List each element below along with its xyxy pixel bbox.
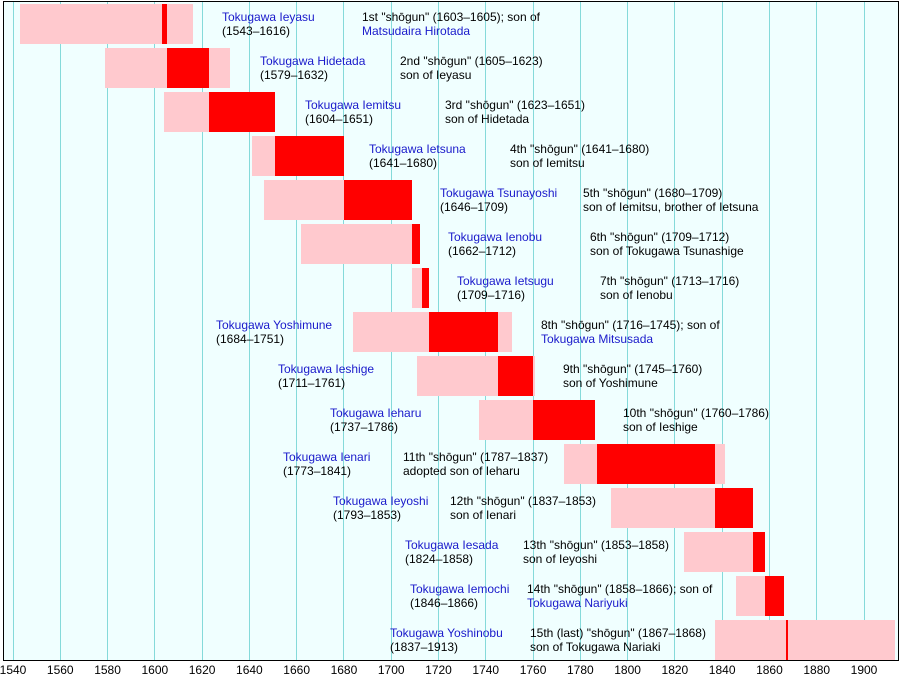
shogun-name-link[interactable]: Tokugawa Ieyasu: [222, 10, 315, 24]
shogun-desc-line2: son of Ieyoshi: [523, 552, 598, 566]
shogun-name-block: [333, 494, 428, 522]
shogun-desc-block: [623, 406, 769, 434]
shogun-dates: (1837–1913): [390, 640, 459, 654]
shogun-desc-line1: 11th "shōgun" (1787–1837): [403, 450, 549, 464]
x-axis-tick-label: 1540: [0, 663, 27, 677]
shogun-name-block: [457, 274, 554, 302]
shogun-dates: (1684–1751): [216, 332, 285, 346]
shogun-name-link[interactable]: Tokugawa Ietsugu: [457, 274, 554, 288]
shogun-desc-block: [400, 54, 543, 82]
shogun-desc-line2: son of Hidetada: [445, 112, 530, 126]
shogun-desc-line2: son of Tokugawa Nariaki: [530, 640, 661, 654]
shogun-desc-block: [563, 362, 702, 390]
shogun-desc-line1: 13th "shōgun" (1853–1858): [523, 538, 669, 552]
shogun-name-block: [369, 142, 466, 170]
reign-bar: [167, 48, 210, 88]
shogun-name-block: [448, 230, 542, 258]
shogun-desc-block: [541, 318, 720, 346]
shogun-desc-line1: 5th "shōgun" (1680–1709): [583, 186, 723, 200]
shogun-desc-line2: adopted son of Ieharu: [403, 464, 520, 478]
shogun-desc-line2: son of Ienari: [450, 508, 517, 522]
gridline-1860: [769, 2, 770, 660]
shogun-desc-block: [600, 274, 739, 302]
shogun-desc-line1: 1st "shōgun" (1603–1605); son of: [362, 10, 540, 24]
shogun-desc-block: [530, 626, 706, 654]
shogun-name-link[interactable]: Tokugawa Ieharu: [330, 406, 422, 420]
reign-bar: [422, 268, 429, 308]
reign-bar: [344, 180, 413, 220]
shogun-desc-line1: 2nd "shōgun" (1605–1623): [400, 54, 543, 68]
reign-bar: [209, 92, 275, 132]
shogun-desc-line2-link[interactable]: Tokugawa Nariyuki: [527, 596, 628, 610]
shogun-name-block: [390, 626, 503, 654]
shogun-desc-line1: 3rd "shōgun" (1623–1651): [445, 98, 585, 112]
shogun-name-block: [330, 406, 421, 434]
gridline-1560: [60, 2, 61, 660]
shogun-name-block: [278, 362, 374, 390]
shogun-name-link[interactable]: Tokugawa Iesada: [405, 538, 499, 552]
shogun-desc-line2: son of Ieyasu: [400, 68, 472, 82]
shogun-desc-block: [362, 10, 540, 38]
shogun-desc-line1: 7th "shōgun" (1713–1716): [600, 274, 740, 288]
shogun-dates: (1711–1761): [278, 376, 346, 390]
shogun-name-block: [283, 450, 370, 478]
shogun-dates: (1646–1709): [440, 200, 509, 214]
shogun-name-block: [440, 186, 557, 214]
shogun-desc-line2: son of Ieshige: [623, 420, 698, 434]
shogun-dates: (1737–1786): [330, 420, 399, 434]
gridline-1580: [107, 2, 108, 660]
lifespan-bar: [715, 620, 895, 660]
shogun-desc-line2-link[interactable]: Tokugawa Mitsusada: [541, 332, 654, 346]
x-axis-tick-label: 1880: [803, 663, 831, 677]
x-axis-tick-label: 1600: [141, 663, 169, 677]
reign-bar: [715, 488, 753, 528]
shogun-desc-line1: 14th "shōgun" (1858–1866); son of: [527, 582, 713, 596]
shogun-name-link[interactable]: Tokugawa Yoshimune: [216, 318, 333, 332]
shogun-desc-block: [523, 538, 669, 566]
shogun-dates: (1793–1853): [333, 508, 402, 522]
shogun-dates: (1709–1716): [457, 288, 526, 302]
shogun-desc-line1: 12th "shōgun" (1837–1853): [450, 494, 596, 508]
x-axis-tick-label: 1740: [472, 663, 500, 677]
shogun-desc-line2: son of Ienobu: [600, 288, 673, 302]
plot-area: [3, 1, 899, 661]
shogun-name-block: [305, 98, 401, 126]
x-axis-tick-label: 1560: [46, 663, 74, 677]
shogun-desc-block: [445, 98, 585, 126]
shogun-name-link[interactable]: Tokugawa Ienobu: [448, 230, 543, 244]
shogun-desc-block: [590, 230, 744, 258]
x-axis-tick-label: 1900: [850, 663, 878, 677]
shogun-name-block: [405, 538, 498, 566]
shogun-dates: (1773–1841): [283, 464, 352, 478]
shogun-desc-line1: 6th "shōgun" (1709–1712): [590, 230, 730, 244]
reign-bar: [162, 4, 167, 44]
shogun-desc-block: [527, 582, 712, 610]
reign-bar: [786, 620, 788, 660]
shogun-dates: (1662–1712): [448, 244, 517, 258]
reign-bar: [429, 312, 498, 352]
shogun-dates: (1824–1858): [405, 552, 474, 566]
x-axis-tick-label: 1640: [236, 663, 263, 677]
shogun-name-block: [410, 582, 509, 610]
shogun-desc-line2-link[interactable]: Matsudaira Hirotada: [362, 24, 471, 38]
shogun-dates: (1579–1632): [260, 68, 329, 82]
shogun-name-block: [222, 10, 315, 38]
shogun-desc-line1: 4th "shōgun" (1641–1680): [510, 142, 650, 156]
shogun-desc-line1: 9th "shōgun" (1745–1760): [563, 362, 703, 376]
shogun-desc-line1: 15th (last) "shōgun" (1867–1868): [530, 626, 706, 640]
shogun-name-link[interactable]: Tokugawa Yoshinobu: [390, 626, 503, 640]
x-axis-tick-label: 1620: [188, 663, 216, 677]
gridline-1880: [816, 2, 817, 660]
x-axis-tick-label: 1780: [566, 663, 594, 677]
shogun-desc-block: [403, 450, 548, 478]
shogun-name-block: [260, 54, 365, 82]
lifespan-bar: [20, 4, 193, 44]
x-axis-tick-label: 1800: [614, 663, 641, 677]
shogun-name-link[interactable]: Tokugawa Hidetada: [260, 54, 366, 68]
x-axis-tick-label: 1720: [425, 663, 452, 677]
shogun-desc-block: [583, 186, 758, 214]
shogun-desc-line2: son of Yoshimune: [563, 376, 658, 390]
reign-bar: [597, 444, 715, 484]
gridline-1540: [13, 2, 14, 660]
shogun-name-link[interactable]: Tokugawa Ienari: [283, 450, 371, 464]
lifespan-bar: [301, 224, 419, 264]
shogun-name-link[interactable]: Tokugawa Iemitsu: [305, 98, 402, 112]
shogun-desc-block: [510, 142, 649, 170]
gridline-1900: [864, 2, 865, 660]
shogun-name-link[interactable]: Tokugawa Ieyoshi: [333, 494, 429, 508]
shogun-desc-line2: son of Iemitsu: [510, 156, 585, 170]
shogun-desc-line1: 10th "shōgun" (1760–1786): [623, 406, 769, 420]
shogun-dates: (1846–1866): [410, 596, 479, 610]
shogun-dates: (1641–1680): [369, 156, 438, 170]
shogun-dates: (1543–1616): [222, 24, 291, 38]
shogun-name-link[interactable]: Tokugawa Ieshige: [278, 362, 375, 376]
reign-bar: [753, 532, 765, 572]
reign-bar: [412, 224, 419, 264]
reign-bar: [498, 356, 533, 396]
x-axis-tick-label: 1840: [708, 663, 736, 677]
reign-bar: [275, 136, 344, 176]
x-axis-tick-label: 1760: [519, 663, 547, 677]
shogun-name-link[interactable]: Tokugawa Ietsuna: [369, 142, 466, 156]
shogun-dates: (1604–1651): [305, 112, 374, 126]
shogun-name-link[interactable]: Tokugawa Iemochi: [410, 582, 510, 596]
x-axis-tick-label: 1860: [756, 663, 783, 677]
gridline-1600: [154, 2, 155, 660]
x-axis-tick-label: 1660: [283, 663, 311, 677]
shogun-name-block: [216, 318, 332, 346]
x-axis-tick-label: 1820: [661, 663, 689, 677]
reign-bar: [533, 400, 594, 440]
shogun-name-link[interactable]: Tokugawa Tsunayoshi: [440, 186, 558, 200]
x-axis-tick-label: 1700: [377, 663, 405, 677]
x-axis-tick-label: 1680: [330, 663, 358, 677]
reign-bar: [765, 576, 784, 616]
shogun-desc-line1: 8th "shōgun" (1716–1745); son of: [541, 318, 720, 332]
shogun-desc-line2: son of Tokugawa Tsunashige: [590, 244, 744, 258]
x-axis-tick-label: 1580: [94, 663, 121, 677]
shogun-desc-line2: son of Iemitsu, brother of Ietsuna: [583, 200, 759, 214]
shogun-desc-block: [450, 494, 596, 522]
